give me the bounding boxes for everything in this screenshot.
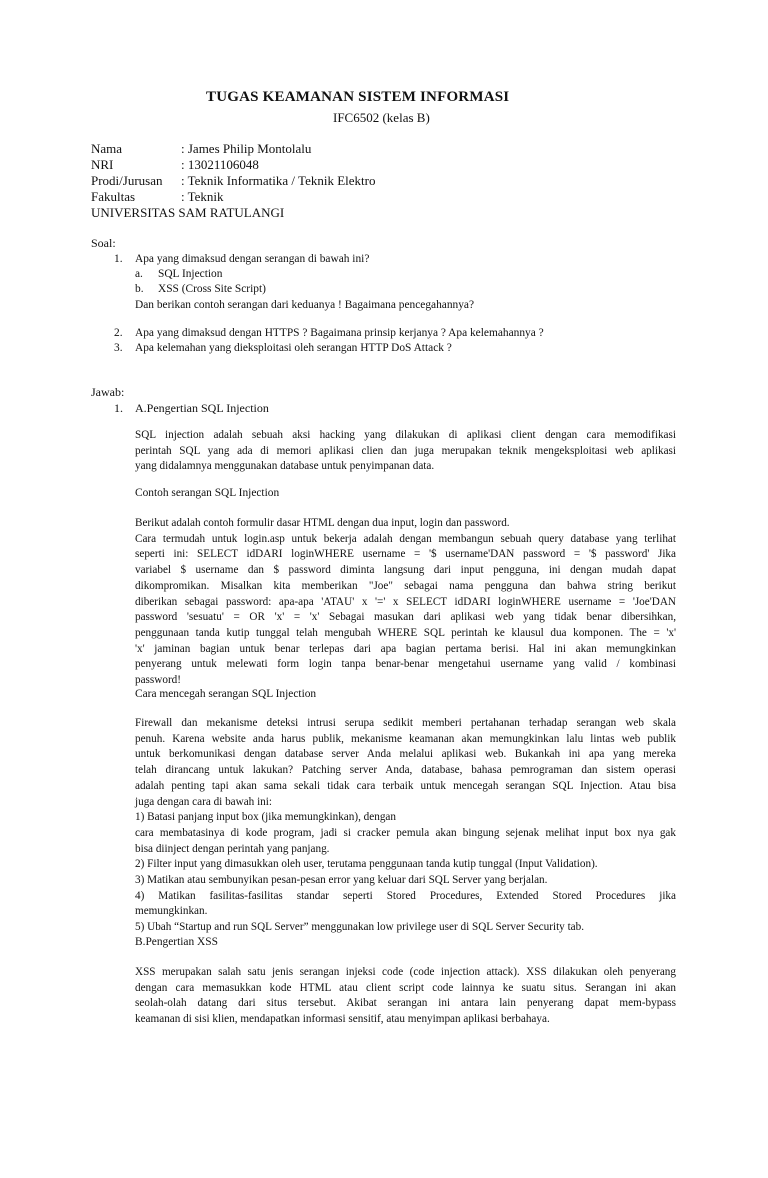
paragraph-line: penggunaan tanda kutip tunggal telah mengubah WHERE SQL perintah ke klausul dua komponen. The = 'x' [135,626,676,639]
identity-label-nri: NRI [91,157,114,172]
paragraph-line: 3) Matikan atau sembunyikan pesan-pesan error yang keluar dari SQL Server yang berjalan. [135,874,548,887]
question-1-tail: Dan berikan contoh serangan dari keduanya ! Bagaimana pencegahannya? [135,299,475,311]
identity-label-fakultas: Fakultas [91,189,136,204]
paragraph-line: 'x' jaminan bagian untuk benar terlepas dari apa bagian pertama berisi. Hal ini akan memungkinkan [135,642,676,655]
paragraph-sql-prevention [135,716,676,936]
question-1a-text: SQL Injection [158,268,223,280]
paragraph-line: bisa diinject dengan perintah yang panjang. [135,842,330,855]
identity-value-nama: : James Philip Montolalu [181,141,312,156]
question-2-number: 2. [114,327,123,339]
paragraph-line: password 'sesuatu' = OR 'x' = 'x' Sebagai masukan dari aplikasi web yang tidak benar dibersihkan, [135,611,676,624]
jawab-heading: Jawab: [91,385,125,399]
paragraph-line: dikompromikan. Misalkan kita memberikan "Joe" sebagai nama pengguna dan bahwa string berikut [135,579,676,592]
paragraph-line: 5) Ubah “Startup and run SQL Server” menggunakan low privilege user di SQL Server Security tab. [135,921,585,934]
paragraph-line: memungkinkan. [135,905,208,918]
paragraph-line: XSS merupakan salah satu jenis serangan injeksi code (code injection attack). XSS dilakukan oleh penyerang [135,966,676,978]
identity-value-nri: : 13021106048 [181,157,259,172]
paragraph-line: password! [135,674,181,687]
paragraph-line: 2) Filter input yang dimasukkan oleh user, terutama penggunaan tanda kutip tunggal (Input Validation). [135,858,598,871]
identity-value-prodi: : Teknik Informatika / Teknik Elektro [181,173,376,188]
paragraph-line: Firewall dan mekanisme deteksi intrusi serupa sedikit memberi pertahanan terhadap serangan web skala [135,717,676,729]
question-1-number: 1. [114,253,123,265]
paragraph-line: seolah-olah datang dari situs tersebut. Akibat serangan ini antara lain penyerang dapat mem-bypass [135,997,676,1010]
paragraph-line: adalah penting tapi akan sama sekali tidak cara terbaik untuk mencegah serangan SQL Injection. Atau bisa [135,779,676,792]
identity-label-prodi: Prodi/Jurusan [91,173,163,188]
paragraph-line: 4) Matikan fasilitas-fasilitas standar seperti Stored Procedures, Extended Stored Procedures jika [135,889,676,902]
question-1b-text: XSS (Cross Site Script) [158,283,266,295]
question-2-text: Apa yang dimaksud dengan HTTPS ? Bagaimana prinsip kerjanya ? Apa kelemahannya ? [135,327,544,339]
paragraph-line: Cara termudah untuk login.asp untuk bekerja adalah dengan membangun sebuah query database yang terlihat [135,532,676,545]
paragraph-line: SQL injection adalah sebuah aksi hacking yang dilakukan di aplikasi client dengan cara memodifikasi [135,429,676,441]
paragraph-line: juga dengan cara di bawah ini: [135,795,272,808]
university-name: UNIVERSITAS SAM RATULANGI [91,205,285,220]
paragraph-sql-example [135,516,676,689]
section-heading-cara-mencegah: Cara mencegah serangan SQL Injection [135,688,317,700]
paragraph-line: telah dirancang untuk lakukan? Patching server Anda, database, bahasa pemrograman dan sistem operasi [135,764,676,777]
paragraph-line: untuk berkomunikasi dengan database server Anda melalui aplikasi web. Bukankah ini apa yang mereka [135,748,676,761]
paragraph-line: keamanan di sisi klien, mendapatkan informasi sensitif, atau menyimpan aplikasi berbahaya. [135,1013,550,1026]
identity-label-nama: Nama [91,141,123,156]
paragraph-line: 1) Batasi panjang input box (jika memungkinkan), dengan [135,811,396,824]
paragraph-sql-definition [135,428,676,475]
question-1b-letter: b. [135,283,144,295]
paragraph-line: Berikut adalah contoh formulir dasar HTML dengan dua input, login dan password. [135,517,510,529]
paragraph-line: cara membatasinya di kode program, jadi si cracker pemula akan bingung sejenak melihat input box nya gak [135,826,676,839]
question-1-text: Apa yang dimaksud dengan serangan di bawah ini? [135,253,370,265]
section-heading-sql-injection: A.Pengertian SQL Injection [135,401,269,415]
question-1a-letter: a. [135,268,143,280]
document-title: TUGAS KEAMANAN SISTEM INFORMASI [206,89,510,105]
section-heading-xss: B.Pengertian XSS [135,936,218,948]
identity-value-fakultas: : Teknik [181,189,224,204]
question-3-text: Apa kelemahan yang dieksploitasi oleh serangan HTTP DoS Attack ? [135,342,452,354]
course-code: IFC6502 (kelas B) [333,110,430,125]
paragraph-line: dengan cara memasukkan kode HTML atau client script code lainnya ke suatu situs. Serangan ini akan [135,981,676,994]
soal-heading: Soal: [91,236,116,250]
paragraph-line: diberikan sebagai password: apa-apa 'ATAU' x '=' x SELECT idDARI loginWHERE username = 'Joe'DAN [135,595,676,608]
paragraph-xss-definition [135,965,676,1028]
question-3-number: 3. [114,342,123,354]
paragraph-line: perintah SQL yang ada di memori aplikasi clien dan juga merupakan teknik mengeksploitasi web aplikasi [135,444,676,457]
paragraph-line: variabel $ username dan $ password diminta langsung dari input pengguna, ini dengan mudah dapat [135,564,676,577]
paragraph-line: seperti ini: SELECT idDARI loginWHERE username = '$ username'DAN password = '$ password' Jika [135,548,676,561]
paragraph-line: penuh. Karena website anda harus publik, mekanisme keamanan akan memungkinkan lalu lintas web publik [135,732,676,745]
paragraph-line: penyerang untuk melewati form login tanpa benar-benar mengetahui username yang valid / kombinasi [135,658,676,671]
paragraph-line: yang didalamnya menggunakan database untuk penyimpanan data. [135,460,435,473]
answer-1-number: 1. [114,401,123,415]
section-heading-contoh: Contoh serangan SQL Injection [135,487,280,499]
